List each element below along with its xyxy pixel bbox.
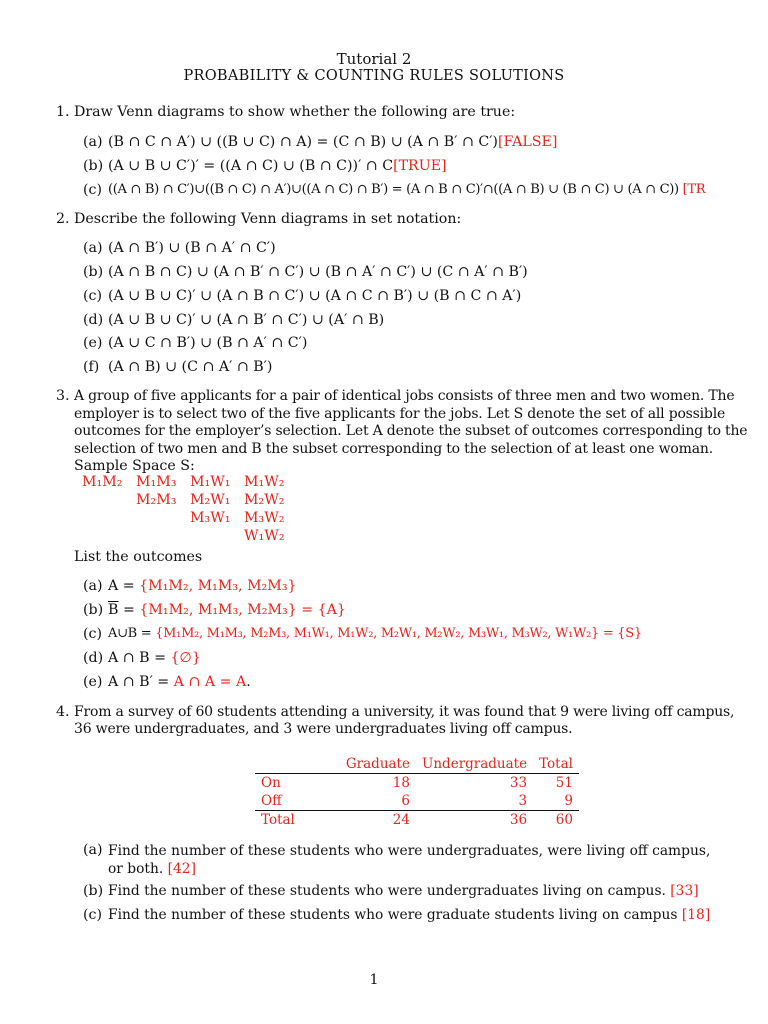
sample-outcome: M₁W₁ [190,474,231,490]
q1-a-expr: (B ∩ C ∩ A′) ∪ ((B ∪ C) ∩ A) = (C ∩ B) ∪ (A ∩ B′ ∩ C′) [108,134,498,150]
q2-a-expr: (A ∩ B′) ∪ (B ∩ A′ ∩ C′) [108,240,276,256]
q3-a-lhs: A = [108,578,140,594]
table-cell: 51 [555,775,573,791]
q3-e-lhs: A ∩ B′ = [108,674,174,690]
q4-line-1: From a survey of 60 students attending a university, it was found that 9 were living off campus, [74,704,735,720]
q3-b [108,602,346,618]
q3-list-label: List the outcomes [74,549,203,565]
q4-b-answer: [33] [670,883,699,899]
q3-e [108,674,251,690]
table-cell: 60 [555,812,573,828]
q4-c-text: Find the number of these students who were graduate students living on campus [108,907,682,923]
q3-line-2: employer is to select two of the five applicants for the jobs. Let S denote the set of all possible [74,406,726,422]
q4-b-label: (b) [83,883,104,899]
survey-table [255,755,579,829]
table-cell: 9 [533,792,579,811]
q2-e-expr: (A ∪ C ∩ B′) ∪ (B ∩ A′ ∩ C′) [108,335,308,351]
q3-d-label: (d) [83,650,104,666]
q1-c-label: (c) [83,182,103,198]
q3-e-label: (e) [83,674,103,690]
table-header-cell [255,755,301,774]
table-cell: On [261,775,281,791]
q3-b-answer: {M₁M₂, M₁M₃, M₂M₃} = {A} [139,602,346,618]
q3-a-answer: {M₁M₂, M₁M₃, M₂M₃} [139,578,297,594]
q4-number: 4. [56,704,70,720]
table-cell: 36 [509,812,528,828]
q4-a [108,842,718,878]
q1-b-label: (b) [83,158,104,174]
sample-outcome: M₂M₃ [136,492,177,508]
q4-c-answer: [18] [681,907,711,923]
page-title: Tutorial 2 [336,50,412,68]
table-cell: 3 [416,792,533,811]
q1-a [108,134,557,150]
q2-text: Describe the following Venn diagrams in set notation: [74,211,462,227]
q2-d-expr: (A ∪ B ∪ C)′ ∪ (A ∩ B′ ∩ C′) ∪ (A′ ∩ B) [108,312,385,328]
q3-e-tail: . [246,674,251,690]
q2-f-expr: (A ∩ B) ∪ (C ∩ A′ ∩ B′) [108,359,273,375]
q3-b-eq: = [118,602,140,618]
q3-line-1: A group of five applicants for a pair of identical jobs consists of three men and two women. The [74,388,735,404]
q2-b-expr: (A ∩ B ∩ C) ∪ (A ∩ B′ ∩ C′) ∪ (B ∩ A′ ∩ C′) ∪ (C ∩ A′ ∩ B′) [108,264,528,280]
q3-e-answer: A ∩ A = A [173,674,247,690]
q4-a-text: Find the number of these students who were undergraduates, were living off campus, or both. [108,843,711,877]
q4-a-label: (a) [83,842,103,858]
q3-line-3: outcomes for the employer’s selection. Let A denote the subset of outcomes corresponding to the [74,423,748,439]
q3-c [108,626,642,641]
table-row [255,792,579,811]
table-cell: 24 [392,812,410,828]
table-cell: 33 [509,775,528,791]
table-header-cell: Graduate [301,755,416,774]
table-header-cell: Undergraduate [416,755,533,774]
sample-outcome: M₁M₃ [136,474,177,490]
q1-text: Draw Venn diagrams to show whether the following are true: [74,104,516,120]
q1-c-answer: [TR [682,182,706,197]
q2-c-expr: (A ∪ B ∪ C)′ ∪ (A ∩ B ∩ C′) ∪ (A ∩ C ∩ B′) ∪ (B ∩ C ∩ A′) [108,288,522,304]
table-cell: 6 [301,792,416,811]
q3-c-lhs: A∪B = [108,626,156,641]
sample-outcome: M₂W₁ [190,492,231,508]
q4-a-answer: [42] [167,861,196,877]
q2-b-label: (b) [83,264,104,280]
q1-b [108,158,447,174]
sample-outcome: M₂W₂ [244,492,285,508]
sample-outcome: M₃W₂ [244,510,285,526]
sample-outcome: M₃W₁ [190,510,231,526]
table-row [255,774,579,793]
q1-c [108,182,705,197]
q3-a [108,578,297,594]
q3-c-label: (c) [83,626,103,642]
q3-a-label: (a) [83,578,103,594]
table-header-cell: Total [533,755,579,774]
page-number: 1 [369,972,379,988]
sample-outcome: M₁M₂ [82,474,123,490]
q3-line-4: selection of two men and B the subset corresponding to the selection of at least one woman. [74,441,713,457]
q3-d-lhs: A ∩ B = [108,650,171,666]
q1-c-expr: ((A ∩ B) ∩ C′)∪((B ∩ C) ∩ A′)∪((A ∩ C) ∩ B′) = (A ∩ B ∩ C)′∩((A ∩ B) ∪ (B ∩ C) ∪ (A ∩ C)) [108,182,683,197]
q1-b-expr: (A ∪ B ∪ C′)′ = ((A ∩ C) ∪ (B ∩ C))′ ∩ C [108,158,394,174]
q3-b-lhs: $\overline{B}$ [108,602,119,618]
q2-e-label: (e) [83,335,103,351]
q4-c [108,907,710,923]
table-row [255,811,579,830]
table-cell: 18 [392,775,410,791]
q2-number: 2. [56,211,70,227]
q3-c-answer: {M₁M₂, M₁M₃, M₂M₃, M₁W₁, M₁W₂, M₂W₁, M₂W₂, M₃W₁, M₃W₂, W₁W₂} = {S} [155,626,642,641]
q4-b [108,883,699,899]
page-subtitle: PROBABILITY & COUNTING RULES SOLUTIONS [183,68,565,84]
q1-number: 1. [56,104,70,120]
q1-b-answer: [TRUE] [393,158,447,174]
q3-sample-label: Sample Space S: [74,458,195,474]
sample-outcome: M₁W₂ [244,474,285,490]
q4-line-2: 36 were undergraduates, and 3 were undergraduates living off campus. [74,721,573,737]
q2-d-label: (d) [83,312,104,328]
sample-outcome: W₁W₂ [244,528,285,544]
q2-c-label: (c) [83,288,103,304]
q1-a-label: (a) [83,134,103,150]
q4-b-text: Find the number of these students who were undergraduates living on campus. [108,883,671,899]
table-cell: Off [255,792,301,811]
q1-a-answer: [FALSE] [497,134,558,150]
q2-a-label: (a) [83,240,103,256]
q2-f-label: (f) [83,359,100,375]
q4-c-label: (c) [83,907,103,923]
table-header-row [255,755,579,774]
q3-d [108,650,201,666]
table-cell: Total [261,812,295,828]
q3-b-label: (b) [83,602,104,618]
q3-d-answer: {∅} [170,650,201,666]
q3-number: 3. [56,388,70,404]
